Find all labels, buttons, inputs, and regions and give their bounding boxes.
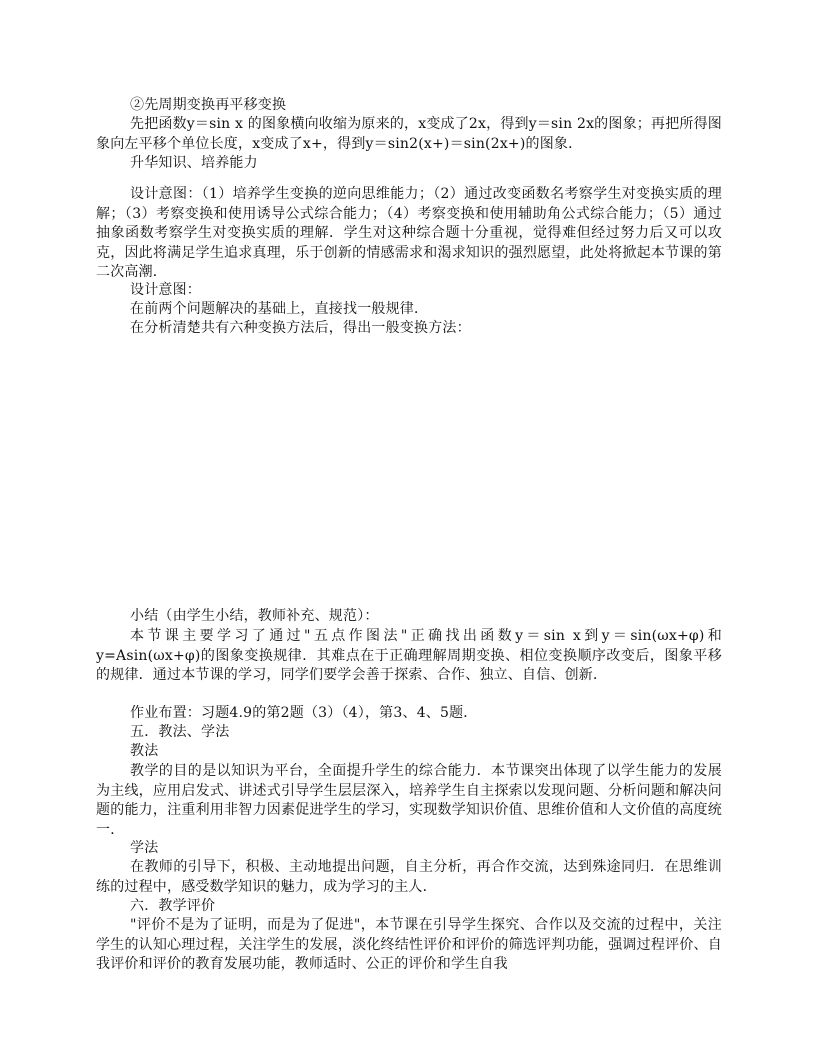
heading-teaching-method: 教法 <box>130 743 159 759</box>
heading-summary: 小结（由学生小结，教师补充、规范）： <box>130 608 379 624</box>
label-design-intent: 设计意图： <box>130 282 201 298</box>
paragraph-design-intent: 设计意图：（1）培养学生变换的逆向思维能力；（2）通过改变函数名考察学生对变换实质的理解；（3）考察变换和使用诱导公式综合能力；（4）考察变换和使用辅助角公式综合能力；（5）通过抽象函数考察学生对变换实质的理解．学生对这种综合题十分重视，觉得难但经过努力后又可以攻克，因此将满足学生追求真理，乐于创新的情感需求和渴求知识的强烈愿望，此处将掀起本节课的第二次高潮． <box>96 186 722 280</box>
paragraph-transform-steps: 先把函数y＝sin x 的图象横向收缩为原来的，x变成了2x，得到y＝sin 2x的图象；再把所得图象向左平移个单位长度，x变成了x+，得到y＝sin2(x+)＝sin(2x+)的图象． <box>96 116 722 152</box>
heading-methods: 五．教法、学法 <box>130 724 230 740</box>
paragraph-homework: 作业布置：习题4.9的第2题（3）（4），第3、4、5题． <box>130 705 478 721</box>
paragraph-evaluation: "评价不是为了证明，而是为了促进"，本节课在引导学生探究、合作以及交流的过程中，关注学生的认知心理过程，关注学生的发展，淡化终结性评价和评价的筛选评判功能，强调过程评价、自我评价和评价的教育发展功能，教师适时、公正的评价和学生自我 <box>96 917 722 972</box>
missing-figure-area <box>96 342 722 600</box>
heading-evaluation: 六．教学评价 <box>130 898 216 914</box>
paragraph-teaching-method: 教学的目的是以知识为平台，全面提升学生的综合能力．本节课突出体现了以学生能力的发展为主线，应用启发式、讲述式引导学生层层深入，培养学生自主探索以发现问题、分析问题和解决问题的能力，注重利用非智力因素促进学生的学习，实现数学知识价值、思维价值和人文价值的高度统一． <box>96 763 722 838</box>
heading-improve-ability: 升华知识、培养能力 <box>130 155 258 171</box>
paragraph-find-general-rule: 在前两个问题解决的基础上，直接找一般规律． <box>130 301 429 317</box>
heading-learning-method: 学法 <box>130 840 159 856</box>
paragraph-six-methods: 在分析清楚共有六种变换方法后，得出一般变换方法： <box>130 320 471 336</box>
paragraph-summary: 本节课主要学习了通过"五点作图法"正确找出函数y＝sin x到y＝sin(ωx+φ)和y=Asin(ωx+φ)的图象变换规律．其难点在于正确理解周期变换、相位变换顺序改变后，图象平移的规律．通过本节课的学习，同学们要学会善于探索、合作、独立、自信、创新． <box>96 628 722 683</box>
paragraph-learning-method: 在教师的引导下，积极、主动地提出问题，自主分析，再合作交流，达到殊途同归．在思维训练的过程中，感受数学知识的魅力，成为学习的主人． <box>96 859 722 895</box>
heading-period-then-shift: ②先周期变换再平移变换 <box>130 97 287 113</box>
